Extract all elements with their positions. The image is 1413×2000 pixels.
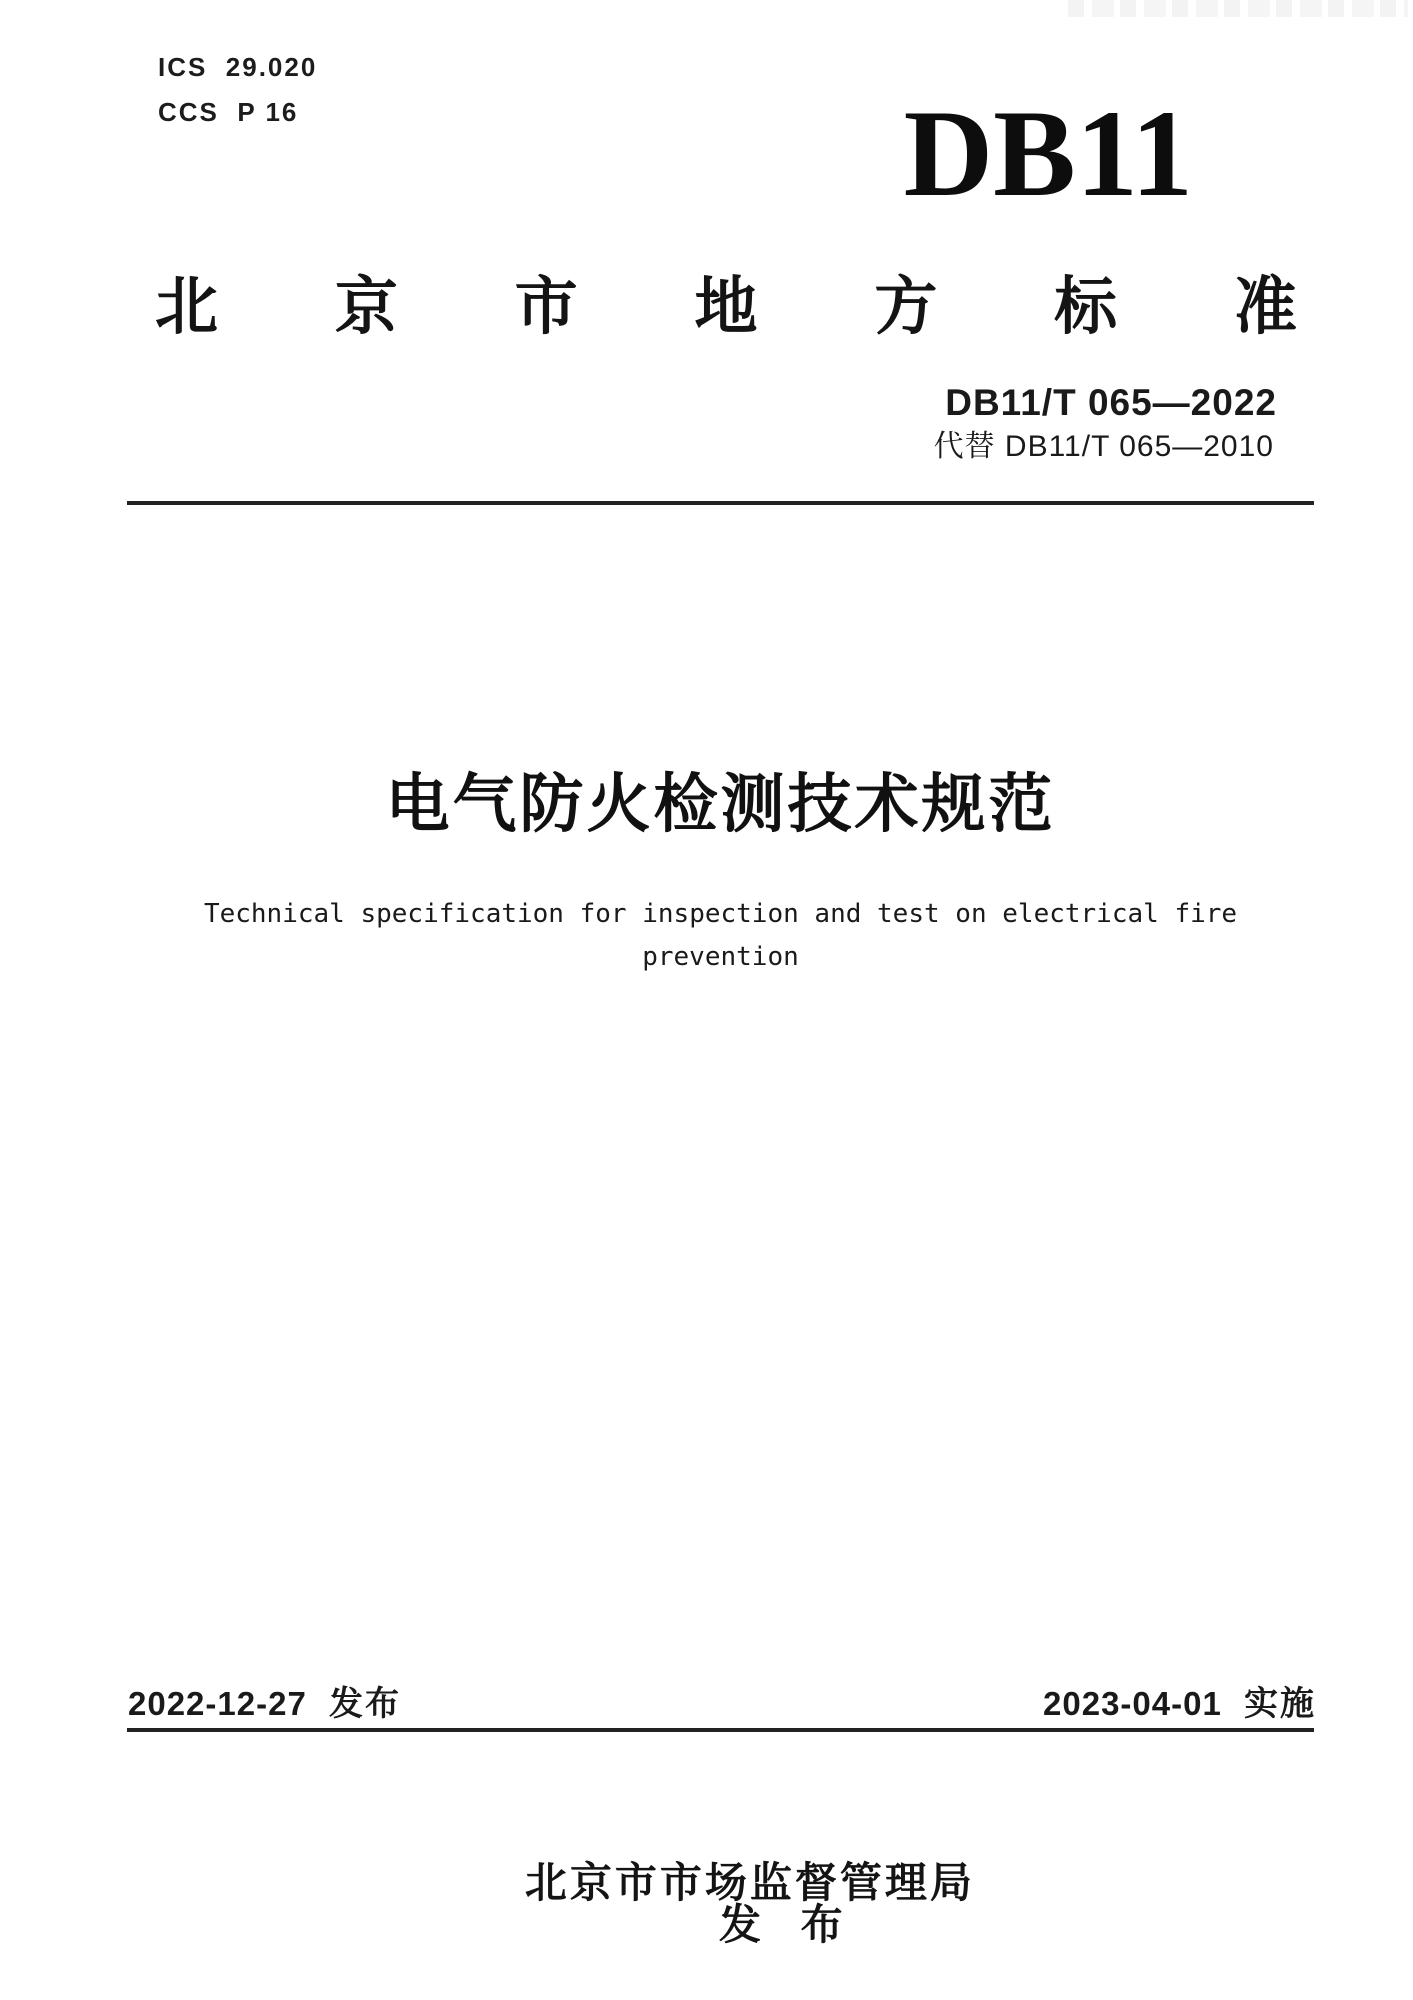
- implementation-label: 实施: [1244, 1685, 1316, 1723]
- document-title-en-line2: prevention: [642, 942, 799, 972]
- document-title-en: [127, 893, 1314, 979]
- issue-label: 发布: [328, 1685, 401, 1723]
- ccs-code: CCS P 16: [158, 97, 299, 127]
- standard-name-char: 京: [334, 272, 398, 342]
- document-title-zh: 电气防火检测技术规范: [385, 768, 1056, 840]
- replaced-standard-note: 代替 DB11/T 065—2010: [933, 430, 1274, 463]
- implementation-date: 2023-04-01: [1043, 1685, 1222, 1722]
- top-rule: [127, 501, 1314, 505]
- standard-number: DB11/T 065—2022: [945, 382, 1277, 423]
- top-edge-artifact: [1068, 0, 1408, 17]
- standard-name-char: 地: [694, 272, 758, 342]
- publisher-row: [127, 1820, 1314, 1988]
- standard-name-char: 北: [155, 272, 218, 342]
- issue-date-cell: [128, 1687, 401, 1721]
- date-row: [128, 1687, 1316, 1721]
- standard-name-char: 准: [1233, 272, 1297, 342]
- publish-action-label: 发 布: [719, 1901, 857, 1948]
- standard-name-char: 市: [514, 272, 578, 342]
- standard-name-char: 标: [1054, 272, 1118, 342]
- db11-logo: DB11: [903, 85, 1193, 222]
- issue-date: 2022-12-27: [128, 1685, 307, 1722]
- document-title-en-line1: Technical specification for inspection and test on electrical fire: [203, 899, 1238, 929]
- standard-name-justified: [155, 272, 1297, 342]
- implementation-date-cell: [1043, 1687, 1316, 1721]
- publisher-name: 北京市市场监督管理局: [524, 1859, 975, 1906]
- ics-code: ICS 29.020: [158, 52, 318, 82]
- standard-name-char: 方: [874, 272, 938, 342]
- bottom-rule: [127, 1728, 1314, 1732]
